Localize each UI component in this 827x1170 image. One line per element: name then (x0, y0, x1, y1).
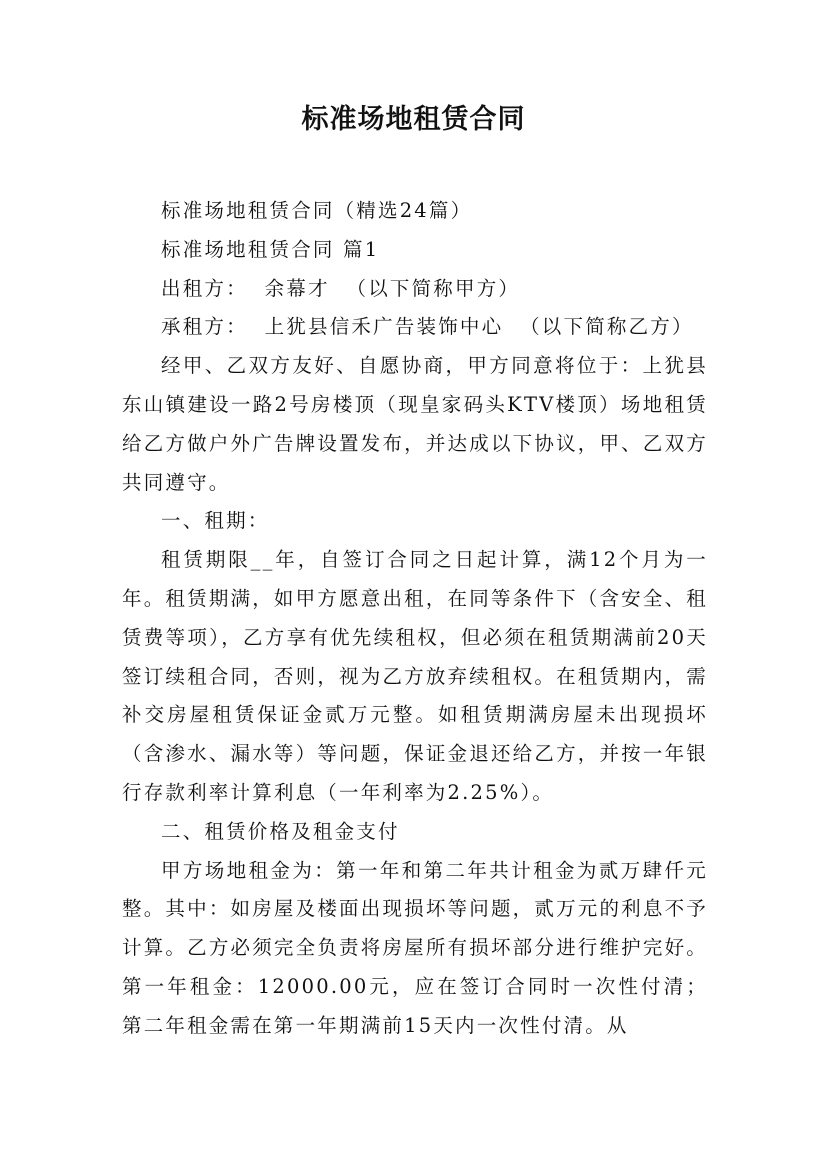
paragraph-lessor: 出租方： 余幕才 （以下简称甲方） (161, 276, 521, 300)
paragraph-section-heading: 标准场地租赁合同 篇1 (161, 237, 380, 261)
paragraph-intro: 经甲、乙双方友好、自愿协商，甲方同意将位于：上犹县东山镇建设一路2号房楼顶（现皇家码头KTV楼顶）场地租赁给乙方做户外广告牌设置发布，并达成以下协议，甲、乙双方共同遵守。 (122, 354, 708, 494)
paragraph-heading-price: 二、租赁价格及租金支付 (161, 819, 400, 843)
paragraph-heading-term: 一、租期： (161, 509, 270, 533)
paragraph-lessee: 承租方： 上犹县信禾广告装饰中心 （以下简称乙方） (161, 315, 694, 339)
document-title: 标准场地租赁合同 (301, 104, 526, 135)
document-body (122, 192, 708, 1046)
paragraph-term: 租赁期限__年，自签订合同之日起计算，满12个月为一年。租赁期满，如甲方愿意出租，在同等条件下（含安全、租赁费等项），乙方享有优先续租权，但必须在租赁期满前20天签订续租合同，否则，视为乙方放弃续租权。在租赁期内，需补交房屋租赁保证金贰万元整。如租赁期满房屋未出现损坏（含渗水、漏水等）等问题，保证金退还给乙方，并按一年银行存款利率计算利息（一年利率为2.25%）。 (122, 548, 708, 804)
paragraph-subtitle: 标准场地租赁合同（精选24篇） (161, 199, 473, 222)
paragraph-price: 甲方场地租金为：第一年和第二年共计租金为贰万肆仟元整。其中：如房屋及楼面出现损坏等问题，贰万元的利息不予计算。乙方必须完全负责将房屋所有损坏部分进行维护完好。第一年租金：12000.00元，应在签订合同时一次性付清；第二年租金需在第一年期满前15天内一次性付清。从 (122, 858, 708, 1037)
